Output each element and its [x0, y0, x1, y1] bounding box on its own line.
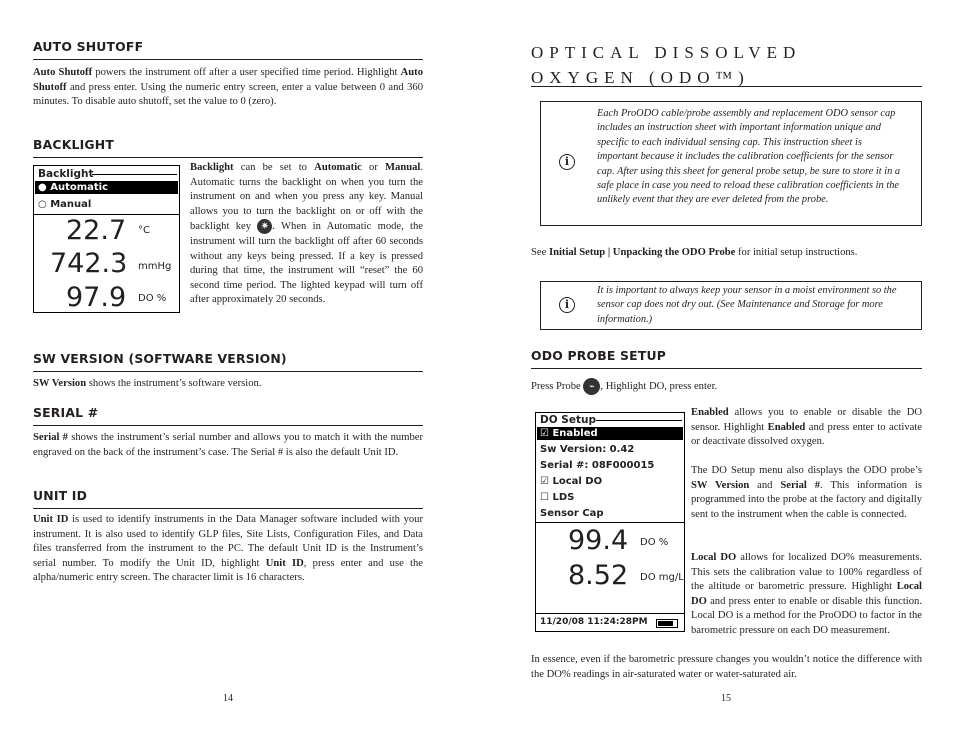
backlight-option-manual: ○ Manual [38, 199, 92, 210]
do-setup-row-serial: Serial #: 08F000015 [540, 460, 655, 471]
info-icon: i [559, 154, 575, 170]
display-text: The DO Setup menu also displays the ODO probe’s SW Version and Serial #. This information is programmed into the probe at the factory and digitally sent to the instrument when the cable is connected. [691, 465, 922, 520]
page-number-right: 15 [721, 693, 731, 704]
unit-id-heading: UNIT ID [33, 489, 423, 509]
temperature-unit: °C [138, 225, 150, 236]
setup-reference: See Initial Setup | Unpacking the ODO Probe for initial setup instructions. [531, 247, 858, 258]
do-mgl-reading: 8.52 [568, 560, 629, 591]
battery-icon [656, 619, 678, 628]
backlight-option-automatic: ● Automatic [35, 181, 178, 194]
sw-version-text: SW Version shows the instrument’s software version. [33, 378, 262, 389]
moisture-note [540, 281, 922, 330]
enabled-text: Enabled allows you to enable or disable the DO sensor. Highlight Enabled and press enter to activate or deactivate dissolved oxygen. [691, 407, 922, 448]
pressure-unit: mmHg [138, 261, 172, 272]
backlight-heading: BACKLIGHT [33, 138, 423, 158]
page-number-left: 14 [223, 693, 233, 704]
do-setup-row-enabled: ☑ Enabled [537, 427, 683, 440]
auto-shutoff-heading: AUTO SHUTOFF [33, 40, 423, 60]
do-setup-row-local-do: ☑ Local DO [540, 476, 603, 487]
temperature-reading: 22.7 [66, 215, 127, 246]
probe-key-icon: ⌁ [583, 378, 600, 395]
do-setup-screen [535, 412, 685, 632]
backlight-screen-title: Backlight [38, 168, 94, 180]
unit-id-text: Unit ID is used to identify instruments in the Data Manager software included with your instrument. It is also used to identify GLP files, Site Lists, Configuration Files, and Data files transferred from the instrument to the PC. The default Unit ID is the Instrument’s serial number. To modify the Unit ID, highlight Unit ID, press enter and use the alpha/numeric entry screen. The character limit is 16 characters. [33, 514, 423, 584]
calibration-note [540, 101, 922, 226]
do-setup-row-sw-version: Sw Version: 0.42 [540, 444, 635, 455]
do-percent-reading: 99.4 [568, 525, 629, 556]
do-percent-unit: DO % [138, 293, 167, 304]
do-setup-row-lds: ☐ LDS [540, 492, 575, 503]
serial-heading: SERIAL # [33, 406, 423, 426]
do-setup-row-sensor-cap: Sensor Cap [540, 508, 604, 519]
sw-version-heading: SW VERSION (SOFTWARE VERSION) [33, 352, 423, 372]
auto-shutoff-text: Auto Shutoff powers the instrument off after a user specified time period. Highlight Auto Shutoff and press enter. Using the numeric entry screen, enter a value between 0 and 360 minutes. To disable auto shutoff, set the value to 0 (zero). [33, 67, 423, 108]
odo-probe-setup-heading: ODO PROBE SETUP [531, 349, 922, 369]
do-mgl-unit: DO mg/L [640, 572, 684, 583]
info-icon: i [559, 297, 575, 313]
status-bar-datetime: 11/20/08 11:24:28PM [540, 617, 648, 627]
do-percent-unit: DO % [640, 537, 669, 548]
title-rule [531, 86, 922, 87]
backlight-text: Backlight can be set to Automatic or Manual. Automatic turns the backlight on when you turn the instrument on and when you press any key. Manual allows you to turn the backlight on or off with the backlight key ✷ . When in Automatic mode, the instrument will turn the backlight off after 60 seconds without any keys being pressed. If a key is pressed during that time, the instrument will “reset” the 60 second time period. The lighted keypad will turn off after approximately 20 seconds. [190, 162, 424, 306]
moisture-note-text: It is important to always keep your sensor in a moist environment so the sensor cap does not dry out. (See Maintenance and Storage for more information.) [597, 285, 897, 325]
serial-text: Serial # shows the instrument’s serial number and allows you to match it with the number engraved on the back of the instrument’s case. The Serial # is also the default Unit ID. [33, 432, 423, 458]
page-title: OPTICAL DISSOLVED OXYGEN (ODO™) [531, 43, 802, 87]
calibration-note-text: Each ProODO cable/probe assembly and replacement ODO sensor cap includes an instruction sheet with important information unique and specific to each individual sensing cap. This instruction sheet is important because it includes the calibration coefficients for the sensor cap. After using this sheet for general probe setup, be sure to store it in a safe place in case you need to reload these calibration coefficients in the unlikely event that they are ever deleted from the probe. [597, 108, 901, 206]
do-setup-screen-title: DO Setup [540, 414, 596, 426]
backlight-screen [33, 165, 180, 313]
essence-text: In essence, even if the barometric pressure changes you wouldn’t notice the difference with the DO% readings in air-saturated water or water-saturated air. [531, 654, 922, 680]
do-percent-reading: 97.9 [66, 282, 127, 313]
pressure-reading: 742.3 [50, 248, 128, 279]
backlight-key-icon: ✷ [257, 219, 272, 234]
odo-setup-intro: Press Probe ⌁ , Highlight DO, press enter. [531, 378, 922, 395]
local-do-text: Local DO allows for localized DO% measurements. This sets the calibration value to 100% regardless of the altitude or barometric pressure. Highlight Local DO and press enter to enable or disable this function. Local DO is a method for the ProODO to factor in the barometric pressure on each DO measurement. [691, 552, 922, 636]
